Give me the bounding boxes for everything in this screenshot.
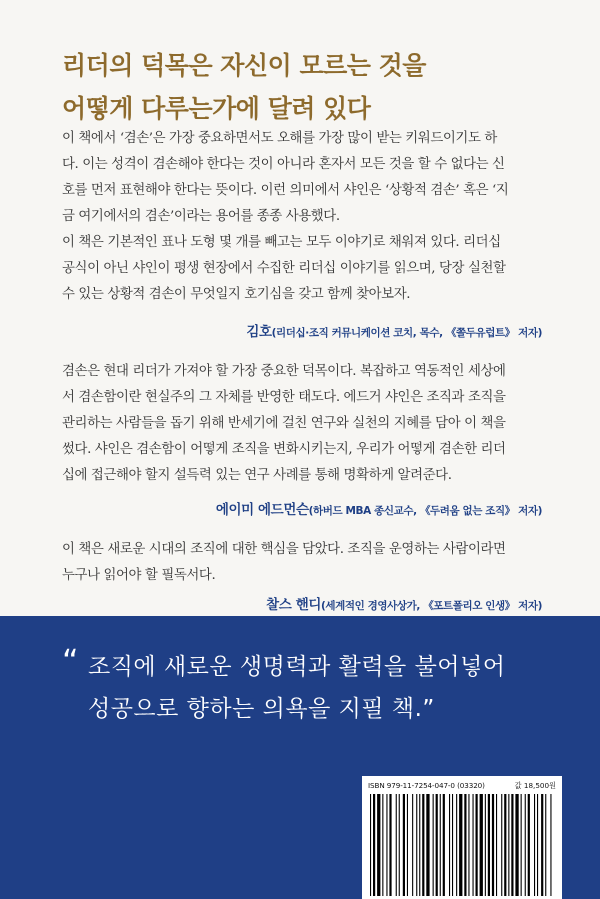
barcode-bar	[501, 794, 502, 896]
barcode-bar	[515, 794, 518, 896]
review-2-text	[62, 359, 542, 489]
review-line: 겸손은 현대 리더가 가져야 할 가장 중요한 덕목이다. 복잡하고 역동적인 세상에	[62, 364, 506, 379]
barcode-bar	[528, 794, 530, 896]
barcode-bar	[452, 794, 453, 896]
barcode-bar	[422, 794, 424, 896]
review-1-credit	[246, 320, 542, 340]
barcode-bar	[407, 794, 408, 896]
barcode-bar	[504, 794, 506, 896]
quote-line: 조직에 새로운 생명력과 활력을 불어넣어	[88, 654, 506, 680]
reviewer-name: 에이미 에드먼슨	[215, 502, 309, 518]
barcode-bar	[492, 794, 494, 896]
barcode-bar	[419, 794, 420, 896]
review-line: 이 책은 기본적인 표나 도형 몇 개를 빼고는 모두 이야기로 채워져 있다. 리더십	[62, 235, 501, 250]
barcode-bar	[370, 794, 371, 896]
open-quote-mark: “	[62, 642, 80, 680]
headline-line: 어떻게 다루는가에 달려 있다	[62, 94, 371, 123]
review-line: 이 책은 새로운 시대의 조직에 대한 핵심을 담았다. 조직을 운영하는 사람이라면	[62, 542, 506, 557]
barcode-bar	[403, 794, 405, 896]
barcode-bar	[436, 794, 438, 896]
barcode-bar	[459, 794, 462, 896]
barcode-bar	[537, 794, 538, 896]
barcode-image	[368, 794, 556, 896]
review-3-credit	[266, 593, 542, 613]
review-line: 서 겸손함이란 현실주의 그 자체를 반영한 태도다. 에드거 샤인은 조직과 조직을	[62, 390, 506, 405]
isbn-label: ISBN 979-11-7254-047-0 (03320)	[368, 781, 485, 790]
reviewer-desc: (하버드 MBA 종신교수, 《두려움 없는 조직》 저자)	[308, 505, 542, 517]
headline-line: 리더의 덕목은 자신이 모르는 것을	[62, 51, 426, 80]
barcode-bar	[426, 794, 429, 896]
barcode-bar	[473, 794, 474, 896]
barcode-bar	[456, 794, 457, 896]
review-2-credit	[216, 498, 542, 518]
barcode-bar	[511, 794, 513, 896]
price-label: 값 18,500원	[514, 781, 556, 790]
barcode-bar	[485, 794, 486, 896]
review-line: 수 있는 상황적 겸손이 무엇일지 호기심을 갖고 함께 찾아보자.	[62, 287, 411, 302]
barcode-bar	[399, 794, 400, 896]
barcode-bar	[534, 794, 535, 896]
barcode-panel	[362, 776, 562, 899]
barcode-bar	[476, 794, 478, 896]
barcode-bar	[508, 794, 509, 896]
review-line: 공식이 아닌 샤인이 평생 현장에서 수집한 리더십 이야기를 읽으며, 당장 실천할	[62, 261, 506, 276]
barcode-bar	[496, 794, 497, 896]
review-line: 누구나 읽어야 할 필독서다.	[62, 568, 216, 583]
barcode-bar	[521, 794, 522, 896]
barcode-bar	[541, 794, 543, 896]
barcode-bar	[468, 794, 469, 896]
review-line: 다. 이는 성격이 겸손해야 한다는 것이 아니라 혼자서 모든 것을 할 수 없다는 신	[62, 157, 505, 172]
reviewer-name: 찰스 핸디	[266, 597, 322, 613]
pull-quote	[62, 642, 568, 730]
barcode-bar	[373, 794, 375, 896]
review-line: 십에 접근해야 할지 설득력 있는 연구 사례를 통해 명확하게 알려준다.	[62, 468, 452, 483]
review-3-text	[62, 537, 542, 589]
reviewer-name: 김호	[246, 324, 272, 340]
review-line: 썼다. 샤인은 겸손함이 어떻게 조직을 변화시키는지, 우리가 어떻게 겸손한 리더	[62, 442, 506, 457]
barcode-bar	[550, 794, 551, 896]
quote-line: 성공으로 향하는 의욕을 지필 책.”	[88, 696, 435, 722]
review-line: 금 여기에서의 겸손’이라는 용어를 종종 사용했다.	[62, 209, 340, 224]
barcode-bar	[416, 794, 417, 896]
barcode-bar	[449, 794, 450, 896]
barcode-bar	[464, 794, 466, 896]
barcode-bar	[488, 794, 490, 896]
barcode-bar	[443, 794, 445, 896]
barcode-bar	[440, 794, 441, 896]
barcode-bar	[386, 794, 387, 896]
reviewer-desc: (세계적인 경영사상가, 《포트폴리오 인생》 저자)	[321, 600, 542, 612]
barcode-bar	[412, 794, 413, 896]
review-1-text	[62, 126, 542, 308]
review-line: 관리하는 사람들을 돕기 위해 반세기에 걸친 연구와 실천의 지혜를 담아 이 책을	[62, 416, 506, 431]
barcode-bar	[525, 794, 526, 896]
review-line: 이 책에서 ‘겸손’은 가장 중요하면서도 오해를 가장 많이 받는 키워드이기도 하	[62, 131, 497, 146]
review-line: 호를 먼저 표현해야 한다는 뜻이다. 이런 의미에서 샤인은 ‘상황적 겸손’ 혹은 ‘지	[62, 183, 509, 198]
barcode-bar	[396, 794, 397, 896]
headline	[62, 44, 562, 130]
barcode-bar	[480, 794, 483, 896]
barcode-bar	[545, 794, 546, 896]
barcode-bar	[433, 794, 434, 896]
reviewer-desc: (리더십·조직 커뮤니케이션 코치, 목수, 《쫄두유럽트》 저자)	[271, 327, 542, 339]
barcode-bar	[389, 794, 391, 896]
barcode-bar	[382, 794, 383, 896]
barcode-bar	[377, 794, 380, 896]
